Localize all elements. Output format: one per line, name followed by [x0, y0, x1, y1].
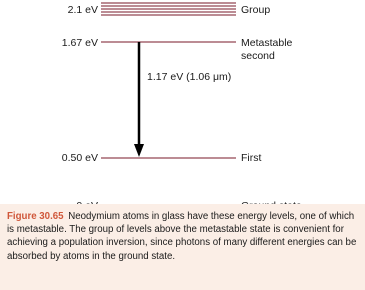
- transition-label: 1.17 eV (1.06 μm): [147, 71, 232, 83]
- energy-label-group: 2.1 eV: [67, 4, 98, 16]
- arrow-head: [134, 144, 144, 157]
- energy-level-group: [68, 3, 271, 16]
- figure-label: Figure 30.65: [7, 211, 64, 222]
- energy-level-first: [62, 152, 262, 164]
- energy-label-first: 0.50 eV: [61, 152, 98, 164]
- level-name-group: Group: [241, 4, 271, 16]
- energy-level-metastable: [62, 37, 293, 62]
- energy-label-metastable: 1.67 eV: [61, 37, 98, 49]
- level-name-first: First: [241, 152, 262, 164]
- caption-text: Neodymium atoms in glass have these energy levels, one of which is metastable. The group of levels above the metastable state is convenient for achieving a population inversion, since photons of many different energies can be absorbed by atoms in the ground state.: [7, 211, 357, 262]
- transition-arrow: [134, 42, 231, 157]
- level-name-second: second: [241, 50, 275, 62]
- figure-caption: [7, 210, 359, 263]
- level-name-metastable: Metastable: [241, 37, 293, 49]
